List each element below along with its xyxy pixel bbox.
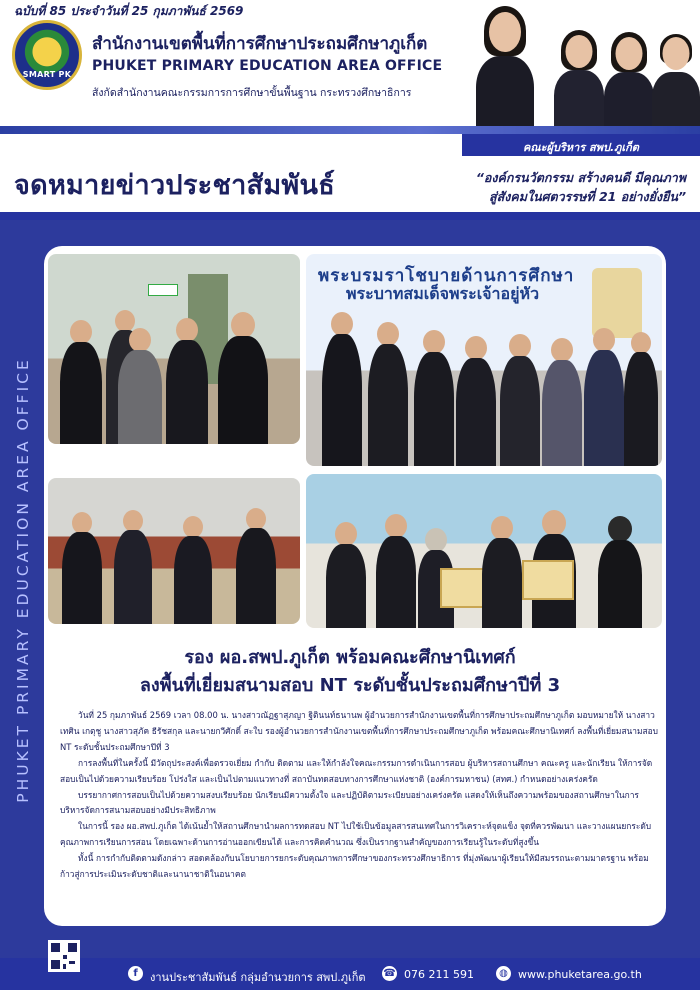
article-paragraph: วันที่ 25 กุมภาพันธ์ 2569 เวลา 08.00 น. นางสาวณัฏฐาสุภญา ฐิตินนท์ธนานพ ผู้อำนวยการสำนักงานเขตพื้นที่การศึกษาประถมศึกษาภูเก็ต มอบหมายให้ นางสาวเทศิน เกตุชู นางสาวสุภัค ธีรัชสกุล และนายกวีศักดิ์ สะใบ รองผู้อำนวยการสำนักงานเขตพื้นที่การศึกษาประถมศึกษาภูเก็ต พร้อมคณะศึกษานิเทศก์ ลงพื้นที่เยี่ยมสนามสอบ NT ระดับชั้นประถมศึกษาปีที่ 3 — [60, 710, 658, 752]
org-name-thai: สำนักงานเขตพื้นที่การศึกษาประถมศึกษาภูเก็ต — [92, 34, 428, 54]
executive-portrait — [476, 56, 534, 134]
banner-text: พระบาทสมเด็จพระเจ้าอยู่หัว — [346, 284, 540, 303]
executive-photos — [470, 14, 700, 134]
facebook-icon: f — [128, 966, 143, 981]
side-text: PHUKET PRIMARY EDUCATION AREA OFFICE — [14, 357, 32, 803]
motto-line: สู่สังคมในศตวรรษที่ 21 อย่างยั่งยืน” — [489, 189, 686, 204]
article-paragraph: บรรยากาศการสอบเป็นไปด้วยความสงบเรียบร้อย นักเรียนมีความตั้งใจ และปฏิบัติตามระเบียบอย่างเคร่งครัด แสดงให้เห็นถึงความพร้อมของสถานศึกษาในการบริหารจัดการสนามสอบอย่างมีประสิทธิภาพ — [60, 789, 639, 816]
issue-date: ฉบับที่ 85 ประจำวันที่ 25 กุมภาพันธ์ 2569 — [14, 4, 244, 18]
logo-text: SMART PK — [22, 70, 72, 79]
separator — [0, 212, 700, 220]
article-paragraph: ในการนี้ รอง ผอ.สพป.ภูเก็ต ได้เน้นย้ำให้สถานศึกษานำผลการทดสอบ NT ไปใช้เป็นข้อมูลสารสนเทศในการวิเคราะห์จุดแข็ง จุดที่ควรพัฒนา และวางแผนยกระดับคุณภาพการเรียนการสอน โดยเฉพาะด้านการอ่านออกเขียนได้ และการคิดคำนวณ ซึ่งเป็นรากฐานสำคัญของการเรียนรู้ในระดับที่สูงขึ้น — [60, 821, 652, 848]
qr-code[interactable] — [48, 940, 80, 972]
executives-label: คณะผู้บริหาร สพป.ภูเก็ต — [462, 134, 700, 156]
article-paragraph: ทั้งนี้ การกำกับติดตามดังกล่าว สอดคล้องกับนโยบายการยกระดับคุณภาพการศึกษาของกระทรวงศึกษาธิการ ที่มุ่งพัฒนาผู้เรียนให้มีสมรรถนะตามมาตรฐาน พร้อมก้าวสู่การประเมินระดับชาติและนานาชาติในอนาคต — [60, 853, 649, 880]
facebook-link[interactable]: งานประชาสัมพันธ์ กลุ่มอำนวยการ สพป.ภูเก็ต — [150, 971, 366, 984]
news-photo — [48, 478, 300, 624]
newsletter-title: จดหมายข่าวประชาสัมพันธ์ — [14, 170, 336, 201]
motto-line: “องค์กรนวัตกรรม สร้างคนดี มีคุณภาพ — [475, 170, 686, 185]
org-affiliation: สังกัดสำนักงานคณะกรรมการการศึกษาขั้นพื้นฐาน กระทรวงศึกษาธิการ — [92, 87, 412, 99]
article-paragraph: การลงพื้นที่ในครั้งนี้ มีวัตถุประสงค์เพื่อตรวจเยี่ยม กำกับ ติดตาม และให้กำลังใจคณะกรรมการดำเนินการสอบ ผู้บริหารสถานศึกษา คณะครู และนักเรียน ให้การจัดสอบเป็นไปด้วยความเรียบร้อย โปร่งใส และเป็นไปตามแนวทางที่ สถาบันทดสอบทางการศึกษาแห่งชาติ (องค์การมหาชน) (สทศ.) กำหนดอย่างเคร่งครัด — [60, 757, 653, 784]
news-photo — [306, 474, 662, 628]
motto — [476, 168, 686, 206]
article-headline: ลงพื้นที่เยี่ยมสนามสอบ NT ระดับชั้นประถมศึกษาปีที่ 3 — [139, 675, 561, 696]
executive-portrait — [554, 70, 604, 134]
website-link[interactable]: www.phuketarea.go.th — [518, 968, 642, 981]
article-headline: รอง ผอ.สพป.ภูเก็ต พร้อมคณะศึกษานิเทศก์ — [184, 647, 516, 668]
office-logo — [12, 20, 82, 90]
phone-icon: ☎ — [383, 968, 396, 979]
header-stripe — [0, 126, 700, 134]
news-photo — [306, 254, 662, 466]
banner-text: พระบรมราโชบายด้านการศึกษา — [318, 266, 575, 286]
article-body — [60, 708, 660, 883]
executive-portrait — [652, 72, 700, 134]
side-banner — [8, 250, 38, 910]
org-name-english: PHUKET PRIMARY EDUCATION AREA OFFICE — [92, 58, 443, 74]
globe-icon: ◍ — [496, 966, 511, 981]
executive-portrait — [604, 72, 654, 134]
phone-number[interactable]: 076 211 591 — [404, 968, 474, 981]
news-photo — [48, 254, 300, 444]
